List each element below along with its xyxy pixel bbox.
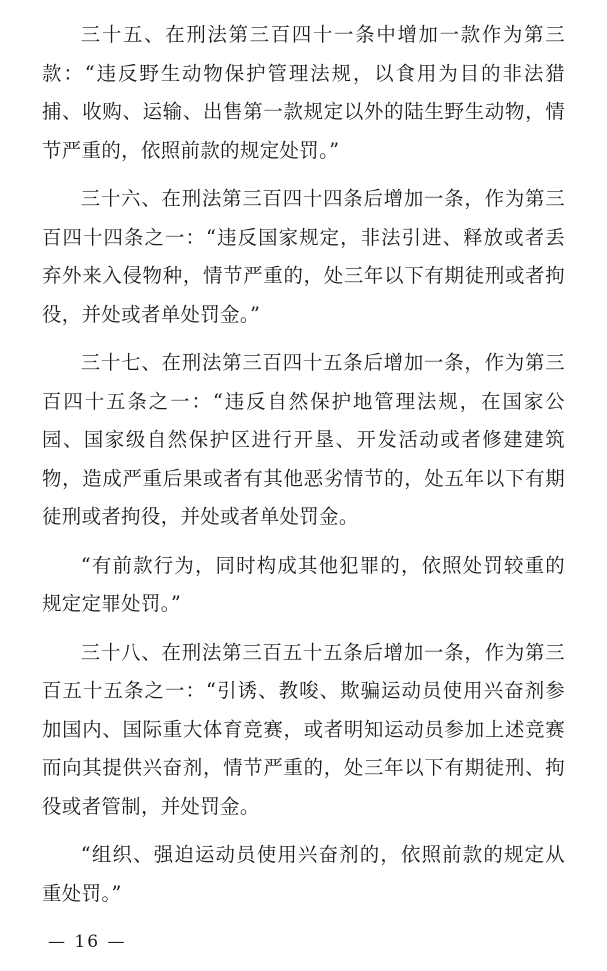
paragraph: 三十六、在刑法第三百四十四条后增加一条，作为第三百四十四条之一：“违反国家规定，非法引进、释放或者丢弃外来入侵物种，情节严重的，处三年以下有期徒刑或者拘役，并处或者单处罚金。”: [42, 187, 565, 326]
paragraph: 三十五、在刑法第三百四十一条中增加一款作为第三款：“违反野生动物保护管理法规，以食用为目的非法猎捕、收购、运输、出售第一款规定以外的陆生野生动物，情节严重的，依照前款的规定处罚。”: [42, 23, 565, 162]
paragraph: “组织、强迫运动员使用兴奋剂的，依照前款的规定从重处罚。”: [42, 843, 565, 905]
paragraph: “有前款行为，同时构成其他犯罪的，依照处罚较重的规定定罪处罚。”: [42, 553, 565, 615]
page-number: — 16 —: [48, 932, 127, 952]
paragraph: 三十八、在刑法第三百五十五条后增加一条，作为第三百五十五条之一：“引诱、教唆、欺骗运动员使用兴奋剂参加国内、国际重大体育竞赛，或者明知运动员参加上述竞赛而向其提供兴奋剂，情节严重的，处三年以下有期徒刑、拘役或者管制，并处罚金。: [42, 640, 565, 818]
page-footer: [42, 913, 565, 971]
paragraph: 三十七、在刑法第三百四十五条后增加一条，作为第三百四十五条之一：“违反自然保护地管理法规，在国家公园、国家级自然保护区进行开垦、开发活动或者修建建筑物，造成严重后果或者有其他恶劣情节的，处五年以下有期徒刑或者拘役，并处或者单处罚金。: [42, 351, 565, 528]
document-body: [42, 16, 565, 913]
